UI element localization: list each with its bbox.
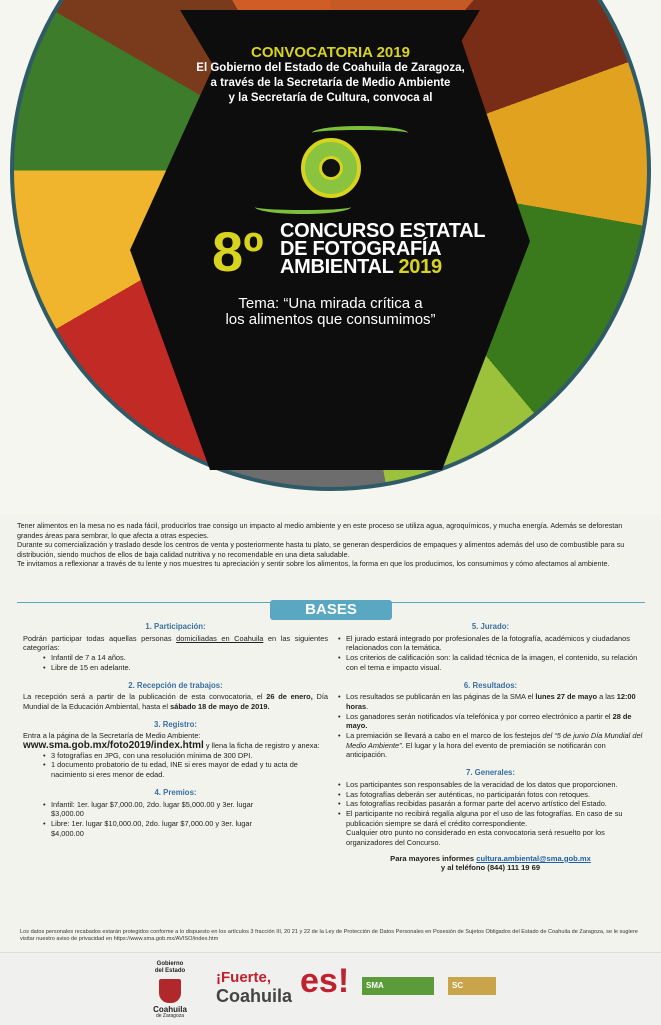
text: Podrán participar todas aquellas personas (23, 633, 177, 643)
header-text (0, 44, 661, 106)
intro-text (17, 521, 645, 569)
section-heading: 1. Participación: (145, 622, 206, 631)
convoca-line: El Gobierno del Estado de Coahuila de Zaragoza, (196, 62, 465, 74)
bold-text: lunes 27 de mayo (535, 692, 598, 702)
logo-text: de Zaragoza (155, 1013, 185, 1019)
contact-info (338, 854, 643, 873)
intro-paragraph: Tener alimentos en la mesa no es nada fácil, producirlos trae consigo un impacto al medio ambiente y en este proceso se utiliza agua, agroquímicos, y mucha energía. Además se deforestan grandes áreas para sembrar, lo que afecta a otras especies. (17, 521, 623, 540)
title-word: AMBIENTAL (280, 256, 394, 278)
title-year: 2019 (398, 256, 442, 278)
registro-link[interactable]: www.sma.gob.mx/foto2019/index.html (23, 740, 204, 752)
lens-logo-icon (301, 138, 361, 198)
sponsor-footer (0, 952, 661, 1025)
section-heading: 6. Resultados: (463, 680, 518, 690)
leaf-swoosh (255, 200, 351, 214)
sc-logo: SC (448, 977, 496, 995)
premios-list (23, 800, 328, 839)
bases-heading: BASES (270, 600, 392, 620)
intro-paragraph: Durante su comercialización y traslado desde los centros de venta y posteriormente hasta tu plato, se generan desperdicios de empaques y alimentos además del uso de combustible para su distribución, siendo muchos de ellos de baja calidad nutritiva y no recomendable en una dieta saludable. (17, 540, 625, 559)
generales-extra: Cualquier otro punto no considerado en esta convocatoria será resuelto por los organizadores del Concurso. (346, 828, 605, 848)
logo-text: ¡Fuerte, (216, 969, 272, 986)
text: Los ganadores serán notificados vía telefónica y por correo electrónico a partir el (346, 711, 613, 721)
category-list (23, 653, 328, 672)
text: a las (597, 692, 617, 702)
logo-text: del Estado (154, 968, 186, 974)
list-item: • Las fotografías recibidas pasarán a formar parte del acervo artístico del Estado. (346, 799, 643, 809)
generales-list (338, 780, 643, 829)
text: Los resultados se publicarán en las páginas de la SMA el (346, 692, 536, 702)
gobierno-logo (140, 961, 200, 1020)
bold-text: sábado 18 de mayo de 2019. (170, 701, 270, 711)
list-item: • Infantil: 1er. lugar $7,000.00, 2do. lugar $5,000.00 y 3er. lugar $3,000.00 (51, 800, 258, 819)
email-link[interactable]: cultura.ambiental@sma.gob.mx (476, 853, 591, 863)
list-item (346, 712, 643, 731)
es-logo: es! (300, 962, 350, 1000)
list-item: • Los participantes son responsables de la veracidad de los datos que proporcionen. (346, 780, 643, 790)
text: en las siguientes categorías: (23, 633, 329, 653)
bold-text: 28 de mayo. (346, 711, 632, 731)
tema-text (0, 296, 661, 328)
jurado-list (338, 634, 643, 673)
section-heading: 3. Registro: (154, 719, 197, 729)
contest-title (280, 222, 485, 276)
coat-of-arms-icon (159, 979, 181, 1003)
list-item: • 1 documento probatorio de tu edad, INE si eres mayor de edad y tu acta de nacimiento si eres menor de edad. (51, 760, 328, 779)
text: La recepción será a partir de la publicación de esta convocatoria, el (23, 692, 267, 702)
list-item: • Libre: 1er. lugar $10,000.00, 2do. lugar $7,000.00 y 3er. lugar $4,000.00 (51, 819, 258, 838)
text: Para mayores informes (390, 853, 477, 863)
contact-line (338, 854, 643, 864)
list-item: • Las fotografías deberán ser auténticas, no participarán fotos con retoques. (346, 790, 643, 800)
fuerte-coahuila-logo (216, 969, 292, 1005)
text: La premiación se llevará a cabo en el marco de los festejos (346, 731, 543, 741)
tema-line: Tema: “Una mirada crítica a (238, 295, 423, 312)
text: Día Mundial de la Educación Ambiental, hasta el (23, 692, 328, 711)
section-heading: 7. Generales: (466, 768, 515, 778)
section-heading: 2. Recepción de trabajos: (128, 680, 223, 690)
list-item: • Libre de 15 en adelante. (51, 663, 328, 673)
recepcion-text (23, 692, 328, 711)
phone-line: y al teléfono (844) 111 19 69 (440, 863, 541, 873)
bases-left-column (23, 620, 328, 838)
text: Entra a la página de la Secretaría de Medio Ambiente: (23, 731, 201, 741)
logo-text: Coahuila (153, 1005, 187, 1014)
convoca-line: y la Secretaría de Cultura, convoca al (228, 92, 433, 104)
tema-line: los alimentos que consumimos” (225, 311, 436, 328)
list-item (346, 692, 643, 711)
convocatoria-title: CONVOCATORIA 2019 (251, 44, 410, 61)
section-heading: 4. Premios: (154, 787, 197, 797)
sma-logo: SMA (362, 977, 434, 995)
list-item: • 3 fotografías en JPG, con una resolución mínima de 300 DPI. (51, 751, 328, 761)
list-item: • Infantil de 7 a 14 años. (51, 653, 328, 663)
text: . El lugar y la hora del evento de premiación se notificarán con anticipación. (346, 740, 606, 760)
bold-text: 12:00 horas (346, 692, 636, 711)
privacy-notice: Los datos personales recabados estarán protegidos conforme a lo dispuesto en los artículos 3 fracción III, 20 21 y 22 de la Ley de Protección de Datos Personales en Posesión de Sujetos Obligados del Estado de Coahuila de Zaragoza, se le sugiere visitar nuestro aviso de privacidad en https://www.sma.gob.mx/AVISO/index.htm (20, 929, 638, 942)
title-line: CONCURSO ESTATAL (280, 220, 486, 242)
convoca-line: a través de la Secretaría de Medio Ambiente (210, 77, 451, 89)
resultados-list (338, 692, 643, 760)
title-line: DE FOTOGRAFÍA (280, 238, 442, 260)
logo-text: Coahuila (216, 986, 293, 1006)
list-item: • El jurado estará integrado por profesionales de la fotografía, académicos y ciudadanos relacionados con la temática. (346, 634, 643, 653)
text: . (366, 701, 369, 711)
participacion-text (23, 634, 328, 653)
list-item: • El participante no recibirá regalía alguna por el uso de las fotografías. En caso de su publicación siempre se dará el crédito correspondiente. (346, 809, 643, 828)
list-item: • Los criterios de calificación son: la calidad técnica de la imagen, el contenido, su relación con el tema e impacto visual. (346, 653, 643, 672)
registro-url-line (23, 741, 328, 751)
text: y llena la ficha de registro y anexa: (203, 741, 320, 751)
bases-right-column (338, 620, 643, 873)
registro-list (23, 751, 328, 780)
section-heading: 5. Jurado: (471, 622, 510, 631)
edition-number: 8º (212, 220, 264, 283)
title-line (280, 258, 485, 276)
list-item (346, 731, 643, 760)
underlined-text: domiciliadas en Coahuila (176, 633, 264, 643)
bold-text: 26 de enero, (266, 692, 313, 702)
logo-text: Gobierno (156, 961, 184, 967)
intro-paragraph: Te invitamos a reflexionar a través de tu lente y nos muestres tu apreciación y sentir sobre los alimentos, la forma en que los producimos, los consumimos y cómo afectamos al ambiente. (17, 559, 610, 569)
italic-text: del “5 de junio Día Mundial del Medio Ambiente” (346, 731, 643, 750)
